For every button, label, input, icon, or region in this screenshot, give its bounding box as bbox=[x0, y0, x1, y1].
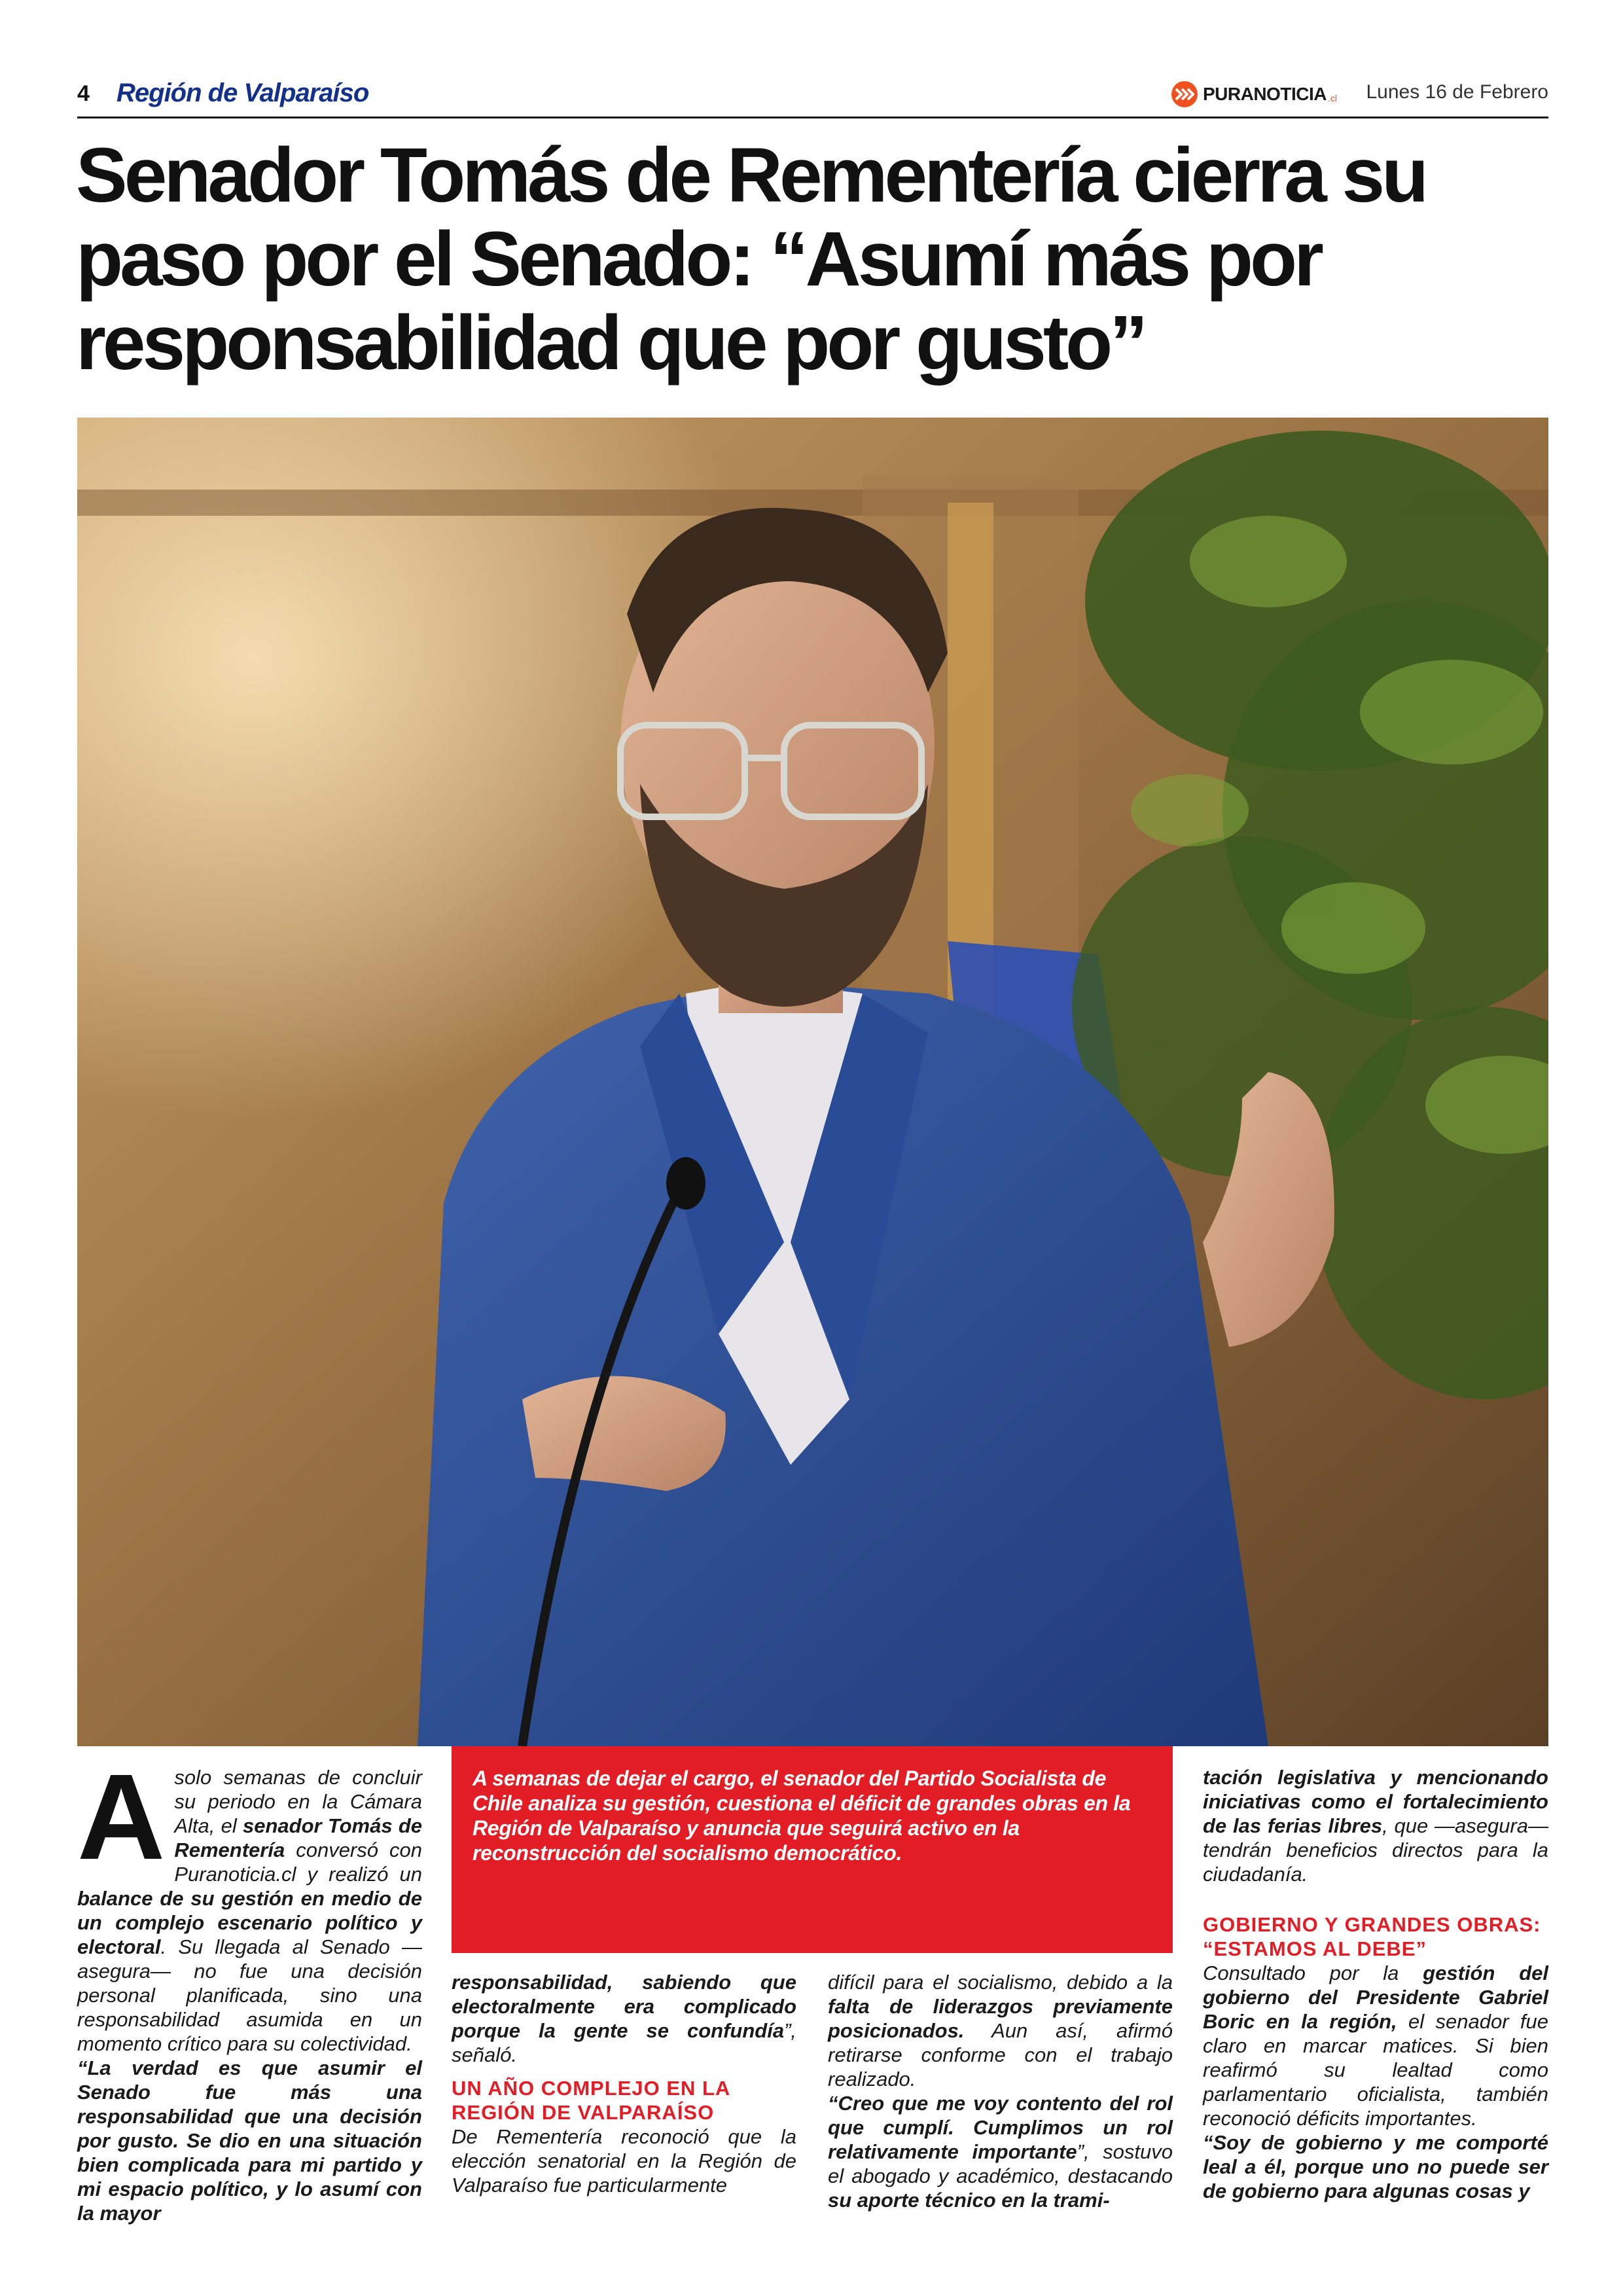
text-run: el senador fue claro en marcar matices. Si bien reafirmó su lealtad como parlamentario oficialista, también reconoció déficits importantes. bbox=[1203, 2010, 1549, 2130]
text-run: , que —asegura— tendrán beneficios directos para la ciudadanía. bbox=[1203, 1814, 1548, 1886]
text-run: tación legislativa y mencionando iniciativas como el fortalecimiento de las ferias libres bbox=[1203, 1766, 1548, 1837]
text-run: gestión del gobierno del Presidente Gabriel Boric en la región, bbox=[1203, 1962, 1548, 2033]
article-column-4 bbox=[1203, 1765, 1548, 2203]
text-run: “Soy de gobierno y me comporté leal a él, porque uno no puede ser de gobierno para algunas cosas y bbox=[1203, 2131, 1548, 2202]
article-summary: A semanas de dejar el cargo, el senador del Partido Socialista de Chile analiza su gestión, cuestiona el déficit de grandes obras en la Región de Valparaíso y anuncia que seguirá activo en la reconstrucción del socialismo democrático. bbox=[473, 1767, 1131, 1865]
chevrons-icon bbox=[1171, 81, 1198, 107]
paragraph bbox=[1203, 1765, 1548, 1886]
paragraph bbox=[1203, 1961, 1548, 2130]
section-subhead: UN AÑO COMPLEJO EN LA REGIÓN DE VALPARAÍSO bbox=[452, 2077, 730, 2124]
paragraph bbox=[1203, 2130, 1548, 2203]
masthead bbox=[77, 77, 1548, 118]
text-run: . Su llegada al Senado —asegura— no fue una decisión personal planificada, sino una responsabilidad asumida en un momento crítico para su colectividad. bbox=[77, 1935, 422, 2055]
article-photo bbox=[77, 418, 1548, 1746]
drop-cap: A bbox=[77, 1749, 166, 1885]
paragraph bbox=[828, 1970, 1173, 2091]
article-column-1 bbox=[77, 1749, 423, 2225]
text-run: difícil para el socialismo, debido a la bbox=[828, 1971, 1173, 1994]
logo-suffix: .cl bbox=[1327, 93, 1337, 103]
text-run: senador Tomás de Rementería bbox=[174, 1814, 423, 1861]
section-name: Región de Valparaíso bbox=[116, 79, 369, 107]
article-column-2 bbox=[452, 1970, 796, 2197]
section-subhead: GOBIERNO Y GRANDES OBRAS: “ESTAMOS AL DEBE” bbox=[1203, 1913, 1541, 1960]
text-run: De Rementería reconoció que la elección senatorial en la Región de Valparaíso fue particularmente bbox=[452, 2125, 796, 2197]
text-run: su aporte técnico en la trami- bbox=[828, 2189, 1110, 2212]
text-run: responsabilidad, sabiendo que electoralmente era complicado porque la gente se confundía bbox=[452, 1971, 796, 2042]
text-run: Aun así, afirmó retirarse conforme con el trabajo realizado. bbox=[828, 2019, 1173, 2090]
paragraph bbox=[828, 2091, 1173, 2212]
text-run: falta de liderazgos previamente posicionados. bbox=[828, 1995, 1173, 2042]
text-run: ”, sostuvo el abogado y académico, destacando bbox=[828, 2140, 1173, 2187]
text-run: “Creo que me voy contento del rol que cumplí. Cumplimos un rol relativamente importante bbox=[828, 2092, 1173, 2163]
text-run: balance de su gestión en medio de un complejo escenario político y electoral bbox=[77, 1887, 422, 1958]
puranoticia-logo[interactable] bbox=[1171, 80, 1337, 109]
text-run: ”, señaló. bbox=[452, 2019, 796, 2066]
article-headline: Senador Tomás de Rementería cierra su paso por el Senado: “Asumí más por responsabilidad que por gusto” bbox=[76, 132, 1426, 386]
paragraph bbox=[452, 2125, 796, 2197]
page-number: 4 bbox=[77, 81, 90, 106]
text-run: conversó con Puranoticia.cl y realizó un bbox=[174, 1839, 422, 1886]
article-column-3 bbox=[828, 1970, 1173, 2212]
summary-box bbox=[452, 1746, 1173, 1953]
paragraph bbox=[77, 2056, 422, 2225]
issue-date: Lunes 16 de Febrero bbox=[1366, 81, 1548, 103]
paragraph bbox=[452, 1970, 796, 2067]
text-run: “La verdad es que asumir el Senado fue más una responsabilidad que una decisión por gusto. Se dio en una situación bien complicada para mi partido y mi espacio político, y lo asumí con la mayor bbox=[77, 2056, 422, 2225]
logo-name: PURANOTICIA bbox=[1203, 84, 1327, 104]
text-run: Consultado por la bbox=[1203, 1962, 1423, 1984]
text-run: solo semanas de concluir su periodo en la Cámara Alta, el bbox=[174, 1766, 422, 1837]
